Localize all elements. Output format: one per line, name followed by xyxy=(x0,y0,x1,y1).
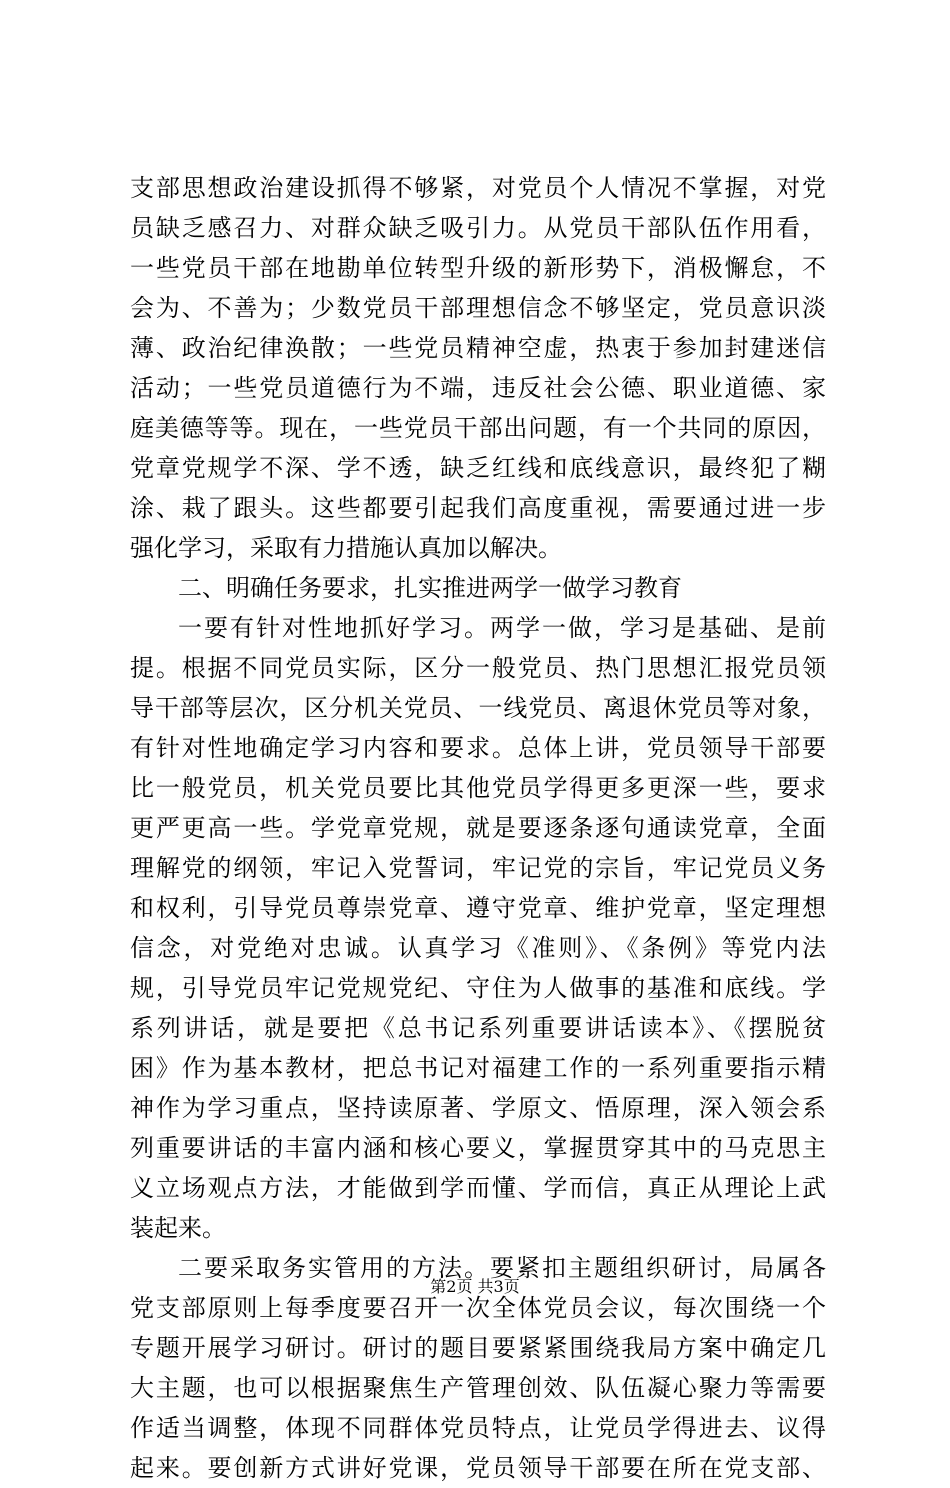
text-line: 困》作为基本教材，把总书记对福建工作的一系列重要指示精 xyxy=(130,1054,826,1082)
text-line: 更严更高一些。学党章党规，就是要逐条逐句通读党章，全面 xyxy=(130,814,826,842)
text-line: 二要采取务实管用的方法。要紧扣主题组织研讨，局属各 xyxy=(178,1254,826,1282)
text-line: 和权利，引导党员尊崇党章、遵守党章、维护党章，坚定理想 xyxy=(130,894,826,922)
text-line: 导干部等层次，区分机关党员、一线党员、离退休党员等对象， xyxy=(130,694,826,722)
text-line: 活动；一些党员道德行为不端，违反社会公德、职业道德、家 xyxy=(130,374,826,402)
text-line: 支部思想政治建设抓得不够紧，对党员个人情况不掌握，对党 xyxy=(130,174,826,202)
text-line: 一些党员干部在地勘单位转型升级的新形势下，消极懈怠，不 xyxy=(130,254,826,282)
text-line: 专题开展学习研讨。研讨的题目要紧紧围绕我局方案中确定几 xyxy=(130,1334,826,1362)
text-line: 二、明确任务要求，扎实推进两学一做学习教育 xyxy=(178,574,682,602)
text-line: 员缺乏感召力、对群众缺乏吸引力。从党员干部队伍作用看， xyxy=(130,214,826,242)
text-line: 作适当调整，体现不同群体党员特点，让党员学得进去、议得 xyxy=(130,1414,826,1442)
text-line: 薄、政治纪律涣散；一些党员精神空虚，热衷于参加封建迷信 xyxy=(130,334,826,362)
text-line: 神作为学习重点，坚持读原著、学原文、悟原理，深入领会系 xyxy=(130,1094,826,1122)
text-line: 系列讲话，就是要把《总书记系列重要讲话读本》、《摆脱贫 xyxy=(130,1014,826,1042)
text-line: 义立场观点方法，才能做到学而懂、学而信，真正从理论上武 xyxy=(130,1174,826,1202)
text-line: 强化学习，采取有力措施认真加以解决。 xyxy=(130,534,562,562)
text-line: 会为、不善为；少数党员干部理想信念不够坚定，党员意识淡 xyxy=(130,294,826,322)
text-line: 大主题，也可以根据聚焦生产管理创效、队伍凝心聚力等需要 xyxy=(130,1374,826,1402)
text-line: 装起来。 xyxy=(130,1214,226,1242)
text-line: 一要有针对性地抓好学习。两学一做，学习是基础、是前 xyxy=(178,614,826,642)
text-line: 列重要讲话的丰富内涵和核心要义，掌握贯穿其中的马克思主 xyxy=(130,1134,826,1162)
text-line: 党支部原则上每季度要召开一次全体党员会议，每次围绕一个 xyxy=(130,1294,826,1322)
text-line: 涂、栽了跟头。这些都要引起我们高度重视，需要通过进一步 xyxy=(130,494,826,522)
text-line: 比一般党员，机关党员要比其他党员学得更多更深一些，要求 xyxy=(130,774,826,802)
text-line: 庭美德等等。现在，一些党员干部出问题，有一个共同的原因， xyxy=(130,414,826,442)
text-line: 规，引导党员牢记党规党纪、守住为人做事的基准和底线。学 xyxy=(130,974,826,1002)
text-line: 党章党规学不深、学不透，缺乏红线和底线意识，最终犯了糊 xyxy=(130,454,826,482)
text-line: 信念，对党绝对忠诚。认真学习《准则》、《条例》等党内法 xyxy=(130,934,826,962)
text-line: 有针对性地确定学习内容和要求。总体上讲，党员领导干部要 xyxy=(130,734,826,762)
text-line: 理解党的纲领，牢记入党誓词，牢记党的宗旨，牢记党员义务 xyxy=(130,854,826,882)
page-footer: 第2页 共3页 xyxy=(430,1277,520,1296)
text-line: 起来。要创新方式讲好党课，党员领导干部要在所在党支部、 xyxy=(130,1454,826,1482)
text-line: 提。根据不同党员实际，区分一般党员、热门思想汇报党员领 xyxy=(130,654,826,682)
